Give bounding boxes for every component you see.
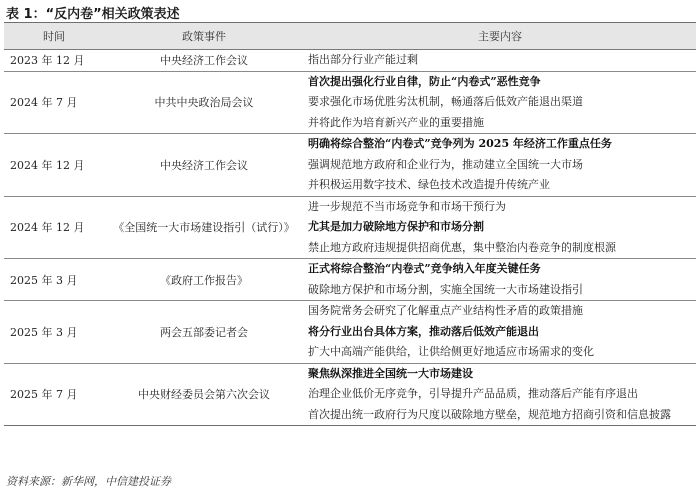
row-content: [304, 259, 696, 301]
row-time: 2025 年 7 月: [4, 363, 104, 426]
table-row: [4, 134, 696, 197]
row-content: [304, 196, 696, 259]
content-line: 进一步规范不当市场竞争和市场干预行为: [308, 199, 506, 213]
policy-table: [4, 22, 696, 426]
row-event: 《全国统一大市场建设指引（试行）》: [104, 196, 304, 259]
content-line: 聚焦纵深推进全国统一大市场建设: [308, 366, 473, 380]
row-event: 两会五部委记者会: [104, 301, 304, 364]
row-content: [304, 71, 696, 134]
content-line: 将分行业出台具体方案，推动落后低效产能退出: [308, 324, 539, 338]
table-title: 表 1：“反内卷”相关政策表述: [6, 7, 180, 22]
row-content: [304, 301, 696, 364]
header-event: 政策事件: [104, 23, 304, 50]
content-line: 指出部分行业产能过剩: [308, 53, 418, 66]
table-header-row: [4, 23, 696, 50]
content-line: 并积极运用数字技术、绿色技术改造提升传统产业: [308, 178, 550, 191]
row-event: 中共中央政治局会议: [104, 71, 304, 134]
table-row: [4, 50, 696, 72]
content-line: 破除地方保护和市场分割，实施全国统一大市场建设指引: [308, 282, 583, 296]
row-time: 2023 年 12 月: [4, 50, 104, 72]
row-time: 2025 年 3 月: [4, 301, 104, 364]
header-content: 主要内容: [304, 23, 696, 50]
row-event: 中央财经委员会第六次会议: [104, 363, 304, 426]
table-row: [4, 71, 696, 134]
row-time: 2025 年 3 月: [4, 259, 104, 301]
table-row: [4, 259, 696, 301]
table-row: [4, 196, 696, 259]
table-row: [4, 301, 696, 364]
row-event: 中央经济工作会议: [104, 134, 304, 197]
content-line: 强调规范地方政府和企业行为，推动建立全国统一大市场: [308, 157, 583, 171]
content-line: 国务院常务会研究了化解重点产业结构性矛盾的政策措施: [308, 304, 583, 317]
content-line: 要求强化市场优胜劣汰机制，畅通落后低效产能退出渠道: [308, 95, 583, 108]
content-line: 并将此作为培育新兴产业的重要措施: [308, 115, 484, 129]
row-event: 《政府工作报告》: [104, 259, 304, 301]
content-line: 禁止地方政府违规提供招商优惠，集中整治内卷竞争的制度根源: [308, 240, 616, 254]
row-content: [304, 134, 696, 197]
content-line: 扩大中高端产能供给，让供给侧更好地适应市场需求的变化: [308, 345, 594, 358]
table-body: [4, 50, 696, 426]
content-line: 明确将综合整治“内卷式”竞争列为 2025 年经济工作重点任务: [308, 137, 612, 150]
content-line: 首次提出统一政府行为尺度以破除地方壁垒，规范地方招商引资和信息披露: [308, 407, 671, 421]
header-time: 时间: [4, 23, 104, 50]
content-line: 正式将综合整治“内卷式”竞争纳入年度关键任务: [308, 262, 541, 275]
row-event: 中央经济工作会议: [104, 50, 304, 72]
row-content: [304, 50, 696, 72]
source-note: 资料来源：新华网，中信建投证券: [6, 475, 171, 488]
row-content: [304, 363, 696, 426]
table-row: [4, 363, 696, 426]
content-line: 尤其是加力破除地方保护和市场分割: [308, 220, 484, 233]
row-time: 2024 年 7 月: [4, 71, 104, 134]
content-line: 首次提出强化行业自律，防止“内卷式”恶性竞争: [308, 74, 541, 88]
content-line: 治理企业低价无序竞争，引导提升产品品质，推动落后产能有序退出: [308, 387, 638, 400]
row-time: 2024 年 12 月: [4, 196, 104, 259]
row-time: 2024 年 12 月: [4, 134, 104, 197]
